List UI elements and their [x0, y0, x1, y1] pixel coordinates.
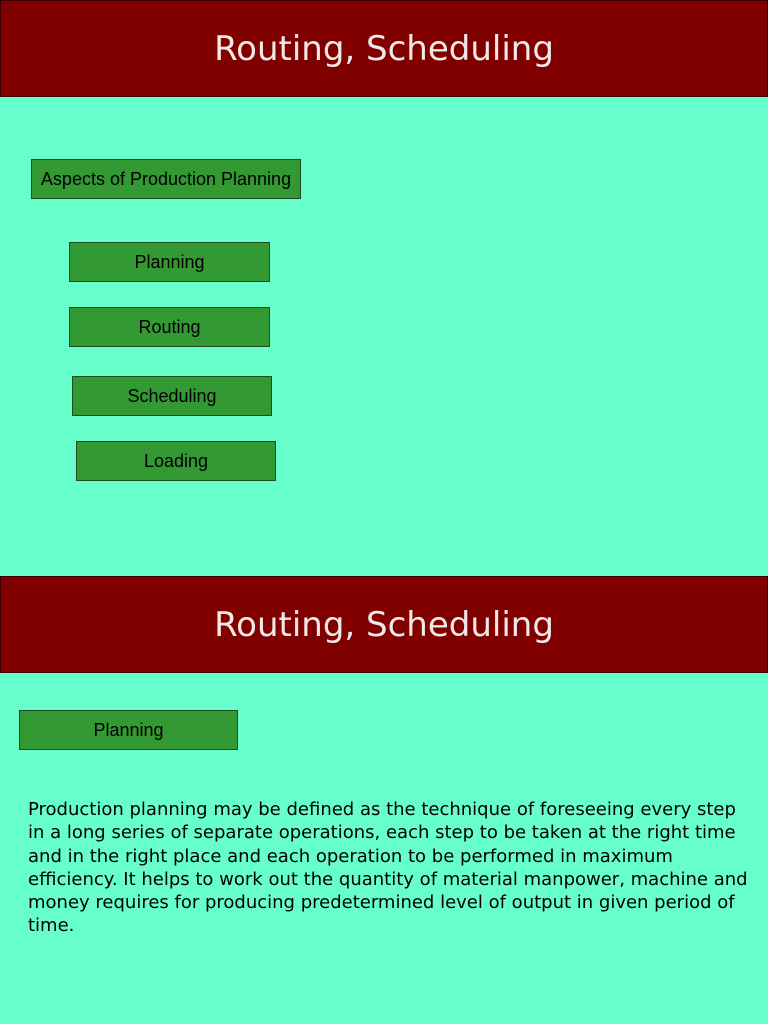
loading-box[interactable]: Loading: [76, 441, 276, 481]
scheduling-box[interactable]: Scheduling: [72, 376, 272, 416]
aspects-of-production-planning-box[interactable]: Aspects of Production Planning: [31, 159, 301, 199]
planning-definition-text: Production planning may be defined as the technique of foreseeing every step in a long series of separate operations, each step to be taken at the right time and in the right place and each operation to be performed in maximum efficiency. It helps to work out the quantity of material manpower, machine and money requires for producing predetermined level of output in given period of time.: [28, 799, 748, 937]
slide-2: [0, 576, 768, 1024]
slide-title: Routing, Scheduling: [0, 0, 768, 97]
slide-title: Routing, Scheduling: [0, 576, 768, 673]
routing-box[interactable]: Routing: [69, 307, 270, 347]
planning-box[interactable]: Planning: [19, 710, 238, 750]
planning-box[interactable]: Planning: [69, 242, 270, 282]
